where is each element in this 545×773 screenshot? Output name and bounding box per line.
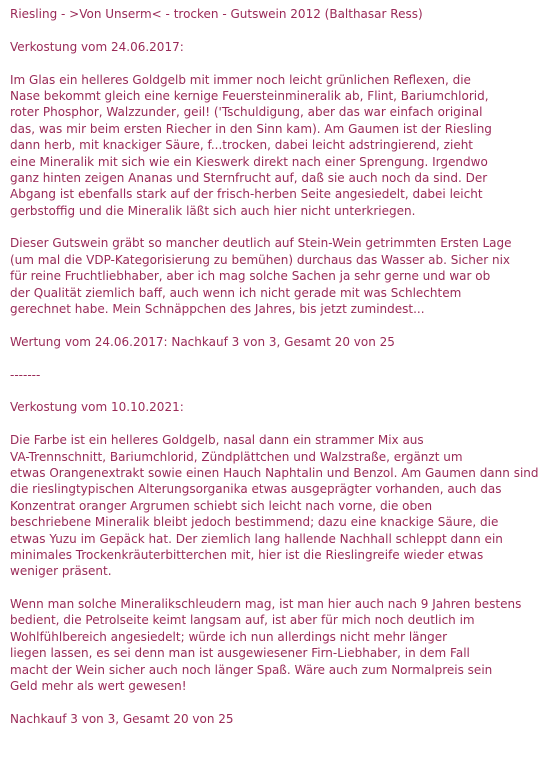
text-line: Dieser Gutswein gräbt so mancher deutlich auf Stein-Wein getrimmten Ersten Lage <box>10 236 512 251</box>
tasting-note <box>10 6 540 727</box>
text-line: die rieslingtypischen Alterungsorganika etwas ausgeprägter vorhanden, auch das <box>10 482 502 497</box>
text-line: Geld mehr als wert gewesen! <box>10 679 187 694</box>
text-line: weniger präsent. <box>10 564 112 579</box>
spacer <box>10 317 540 333</box>
rating-2017: Wertung vom 24.06.2017: Nachkauf 3 von 3, Gesamt 20 von 25 <box>10 334 395 349</box>
separator: ------- <box>10 367 41 382</box>
spacer <box>10 22 540 38</box>
text-line: Abgang ist ebenfalls stark auf der frisch-herben Seite angesiedelt, dabei leicht <box>10 187 483 202</box>
spacer <box>10 55 540 71</box>
text-line: ganz hinten zeigen Ananas und Sternfrucht auf, daß sie auch noch da sind. Der <box>10 170 488 185</box>
spacer <box>10 219 540 235</box>
wine-title: Riesling - >Von Unserm< - trocken - Gutswein 2012 (Balthasar Ress) <box>10 7 423 21</box>
tasting-2017-paragraph-1 <box>10 72 540 220</box>
spacer <box>10 416 540 432</box>
text-line: minimales Trockenkräuterbitterchen mit, hier ist die Rieslingreife wieder etwas <box>10 547 484 562</box>
spacer <box>10 383 540 399</box>
text-line: Wenn man solche Mineralikschleudern mag, ist man hier auch nach 9 Jahren bestens <box>10 597 522 612</box>
text-line: gerbstoffig und die Mineralik läßt sich auch hier nicht unterkriegen. <box>10 203 416 218</box>
tasting-heading-2021: Verkostung vom 10.10.2021: <box>10 400 184 415</box>
tasting-2021-paragraph-2 <box>10 596 540 694</box>
tasting-2017-paragraph-2 <box>10 235 540 317</box>
text-line: VA-Trennschnitt, Bariumchlorid, Zündplättchen und Walzstraße, ergänzt um <box>10 449 463 464</box>
text-line: Im Glas ein helleres Goldgelb mit immer noch leicht grünlichen Reflexen, die <box>10 72 471 87</box>
text-line: Die Farbe ist ein helleres Goldgelb, nasal dann ein strammer Mix aus <box>10 433 424 448</box>
text-line: eine Mineralik mit sich wie ein Kieswerk direkt nach einer Sprengung. Irgendwo <box>10 154 488 169</box>
rating-2021: Nachkauf 3 von 3, Gesamt 20 von 25 <box>10 711 234 726</box>
spacer <box>10 580 540 596</box>
text-line: bedient, die Petrolseite keimt langsam auf, ist aber für mich noch deutlich im <box>10 613 475 628</box>
text-line: Nase bekommt gleich eine kernige Feuersteinmineralik ab, Flint, Bariumchlorid, <box>10 88 489 103</box>
text-line: etwas Orangenextrakt sowie einen Hauch Naphtalin und Benzol. Am Gaumen dann sind <box>10 465 539 480</box>
text-line: macht der Wein sicher auch noch länger Spaß. Wäre auch zum Normalpreis sein <box>10 662 493 677</box>
text-line: beschriebene Mineralik bleibt jedoch bestimmend; dazu eine knackige Säure, die <box>10 515 499 530</box>
text-line: Wohlfühlbereich angesiedelt; würde ich nun allerdings nicht mehr länger <box>10 629 448 644</box>
text-line: für reine Fruchtliebhaber, aber ich mag solche Sachen ja sehr gerne und war ob <box>10 269 491 284</box>
tasting-2021-paragraph-1 <box>10 432 540 580</box>
text-line: das, was mir beim ersten Riecher in den Sinn kam). Am Gaumen ist der Riesling <box>10 121 492 136</box>
text-line: gerechnet habe. Mein Schnäppchen des Jahres, bis jetzt zumindest... <box>10 302 425 317</box>
text-line: (um mal die VDP-Kategorisierung zu bemühen) durchaus das Wasser ab. Sicher nix <box>10 252 511 267</box>
text-line: der Qualität ziemlich baff, auch wenn ich nicht gerade mit was Schlechtem <box>10 285 462 300</box>
spacer <box>10 350 540 366</box>
text-line: roter Phosphor, Walzzunder, geil! ('Tschuldigung, aber das war einfach original <box>10 105 483 120</box>
spacer <box>10 694 540 710</box>
text-line: Konzentrat oranger Argrumen schiebt sich leicht nach vorne, die oben <box>10 498 433 513</box>
text-line: dann herb, mit knackiger Säure, f...trocken, dabei leicht adstringierend, zieht <box>10 138 474 153</box>
text-line: etwas Yuzu im Gepäck hat. Der ziemlich lang hallende Nachhall schleppt dann ein <box>10 531 503 546</box>
text-line: liegen lassen, es sei denn man ist ausgewiesener Firn-Liebhaber, in dem Fall <box>10 646 470 661</box>
tasting-heading-2017: Verkostung vom 24.06.2017: <box>10 39 184 54</box>
